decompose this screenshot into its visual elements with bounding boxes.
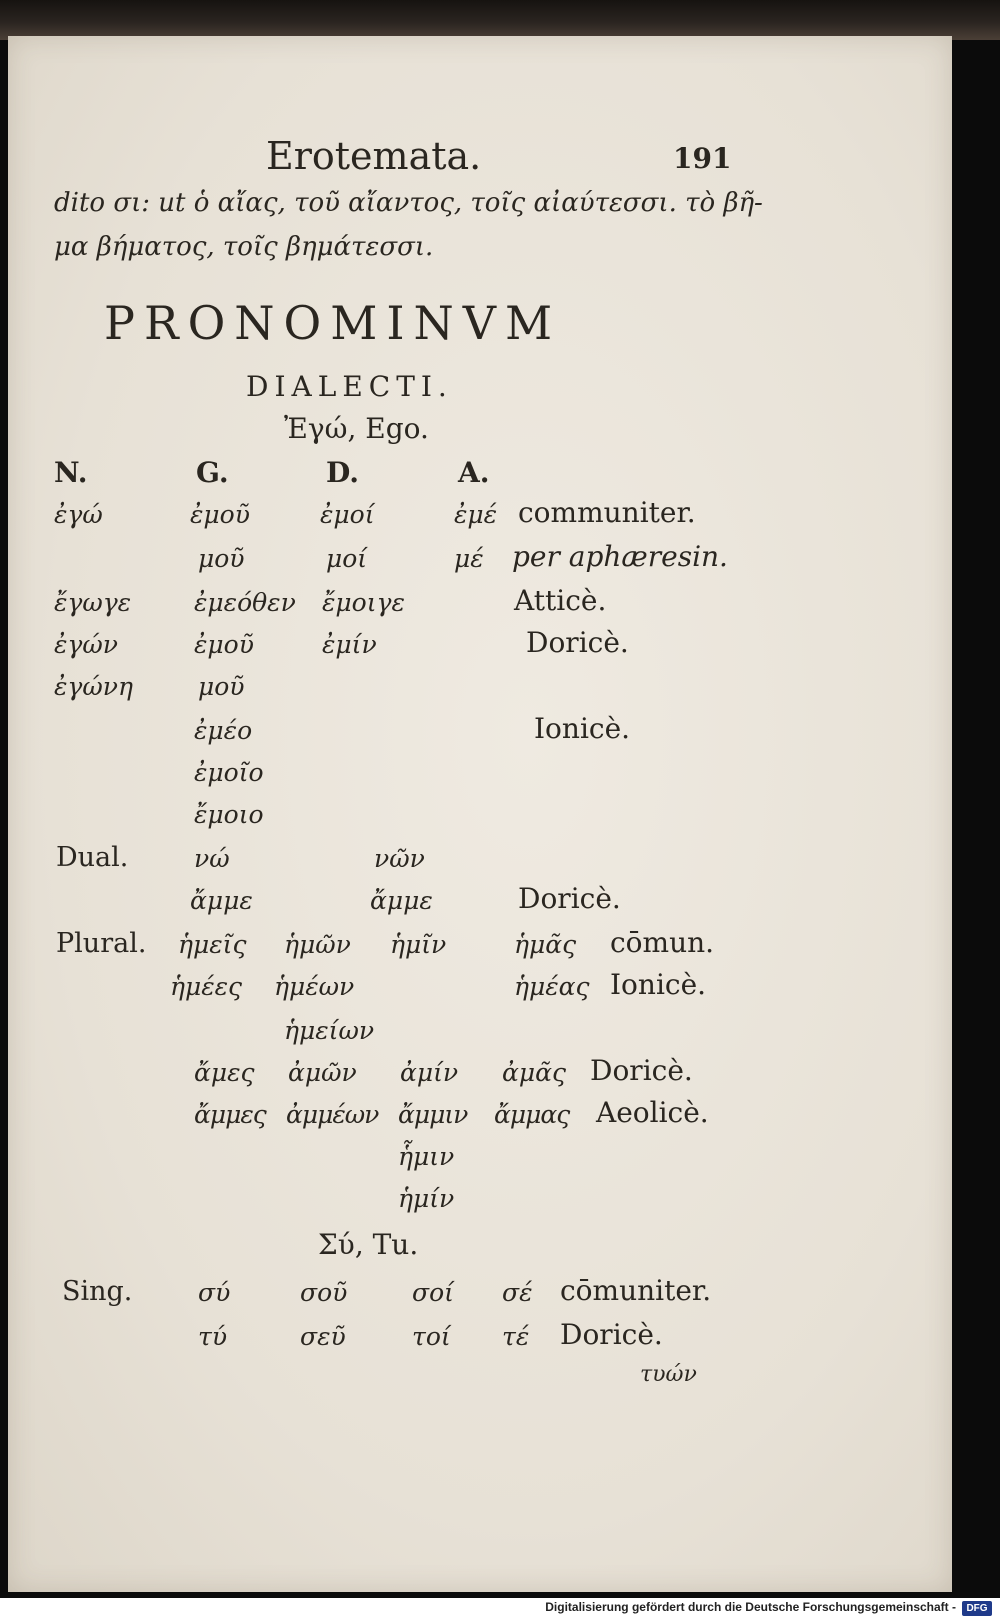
form-genitive: ἐμεόθεν bbox=[194, 588, 296, 617]
form-accusative: ἡμέας bbox=[514, 972, 590, 1001]
heading-pronominum: PRONOMINVM bbox=[104, 296, 562, 350]
form-dative: ἄμμε bbox=[370, 886, 433, 915]
form-genitive: ἀμῶν bbox=[288, 1058, 357, 1087]
col-header-dative: D. bbox=[326, 456, 360, 489]
form-nominative: ἐγώνη bbox=[54, 672, 133, 701]
form-nominative: ἡμεῖς bbox=[178, 930, 247, 959]
label-dual: Dual. bbox=[56, 842, 129, 873]
form-genitive: ἐμοῦ bbox=[190, 500, 250, 529]
intro-line-1: dito σι: ut ὁ αἴας, τοῦ αἴαντος, τοῖς αἰαύτεσσι. τὸ βῆ- bbox=[54, 188, 763, 218]
col-header-nominative: N. bbox=[54, 456, 88, 489]
form-dative: σοί bbox=[412, 1278, 454, 1307]
form-genitive: ἐμέο bbox=[194, 716, 253, 745]
form-dative: ἡμίν bbox=[398, 1184, 455, 1213]
dialect-note: Doricè. bbox=[518, 882, 621, 915]
form-accusative: ἐμέ bbox=[454, 500, 498, 529]
dialect-note: communiter. bbox=[518, 496, 696, 529]
dialect-note: Aeolicè. bbox=[596, 1096, 709, 1129]
label-singular: Sing. bbox=[62, 1276, 133, 1307]
heading-dialecti: DIALECTI. bbox=[246, 370, 453, 403]
form-genitive: μοῦ bbox=[198, 672, 245, 701]
form-accusative: σέ bbox=[502, 1278, 533, 1307]
form-nominative: τύ bbox=[198, 1322, 228, 1351]
col-header-genitive: G. bbox=[196, 456, 229, 489]
form-dative: τοί bbox=[412, 1322, 451, 1351]
form-genitive: ἔμοιο bbox=[194, 800, 264, 829]
dfg-logo-icon: DFG bbox=[962, 1601, 992, 1616]
form-accusative: ἡμᾶς bbox=[514, 930, 577, 959]
form-dative: ἡμῖν bbox=[390, 930, 447, 959]
form-nominative: ἄμες bbox=[194, 1058, 255, 1087]
form-genitive: σοῦ bbox=[300, 1278, 348, 1307]
dialect-note: Doricè. bbox=[526, 626, 629, 659]
form-nominative: ἔγωγε bbox=[54, 588, 132, 617]
form-genitive: ἡμείων bbox=[284, 1016, 375, 1045]
label-plural: Plural. bbox=[56, 928, 147, 959]
dialect-note: per aphæresin. bbox=[512, 540, 728, 573]
book-edge bbox=[0, 0, 1000, 40]
catchword: τυών bbox=[640, 1362, 697, 1387]
form-nominative: νώ bbox=[194, 844, 230, 873]
form-nominative: σύ bbox=[198, 1278, 231, 1307]
form-genitive: ἡμῶν bbox=[284, 930, 351, 959]
intro-line-2: μα βήματος, τοῖς βημάτεσσι. bbox=[54, 232, 434, 262]
form-accusative: τέ bbox=[502, 1322, 530, 1351]
dialect-note: Ionicè. bbox=[534, 712, 631, 745]
page-number: 191 bbox=[673, 142, 732, 175]
dialect-note: cōmuniter. bbox=[560, 1274, 712, 1307]
form-accusative: μέ bbox=[454, 544, 484, 573]
form-dative: ἀμίν bbox=[400, 1058, 459, 1087]
form-dative: ἧμιν bbox=[398, 1142, 455, 1171]
form-nominative: ἄμμε bbox=[190, 886, 253, 915]
form-dative: ἔμοιγε bbox=[322, 588, 405, 617]
book-page bbox=[8, 36, 952, 1592]
form-accusative: ἀμᾶς bbox=[502, 1058, 567, 1087]
col-header-accusative: A. bbox=[458, 456, 490, 489]
form-nominative: ἐγώ bbox=[54, 500, 103, 529]
form-dative: ἄμμιν bbox=[398, 1100, 468, 1129]
form-genitive: ἐμοῦ bbox=[194, 630, 254, 659]
form-genitive: ἀμμέων bbox=[286, 1100, 379, 1129]
form-nominative: ἡμέες bbox=[170, 972, 243, 1001]
form-dative: ἐμίν bbox=[322, 630, 377, 659]
digitization-credit: Digitalisierung gefördert durch die Deutsche Forschungsgemeinschaft - bbox=[545, 1600, 956, 1614]
form-nominative: ἄμμες bbox=[194, 1100, 266, 1129]
form-dative: ἐμοί bbox=[320, 500, 375, 529]
dialect-note: Doricè. bbox=[590, 1054, 693, 1087]
form-nominative: ἐγών bbox=[54, 630, 118, 659]
form-genitive: ἡμέων bbox=[274, 972, 355, 1001]
form-accusative: ἄμμας bbox=[494, 1100, 570, 1129]
dialect-note: Atticè. bbox=[514, 584, 607, 617]
dialect-note: Doricè. bbox=[560, 1318, 663, 1351]
section2-title: Σύ, Tu. bbox=[318, 1228, 419, 1261]
form-dative: μοί bbox=[326, 544, 368, 573]
form-dative: νῶν bbox=[374, 844, 425, 873]
dialect-note: Ionicè. bbox=[610, 968, 707, 1001]
dialect-note: cōmun. bbox=[610, 926, 715, 959]
form-genitive: ἐμοῖο bbox=[194, 758, 264, 787]
form-genitive: σεῦ bbox=[300, 1322, 346, 1351]
running-header-title: Erotemata. bbox=[266, 134, 482, 178]
section1-title: Ἐγώ, Ego. bbox=[284, 412, 429, 445]
form-genitive: μοῦ bbox=[198, 544, 245, 573]
